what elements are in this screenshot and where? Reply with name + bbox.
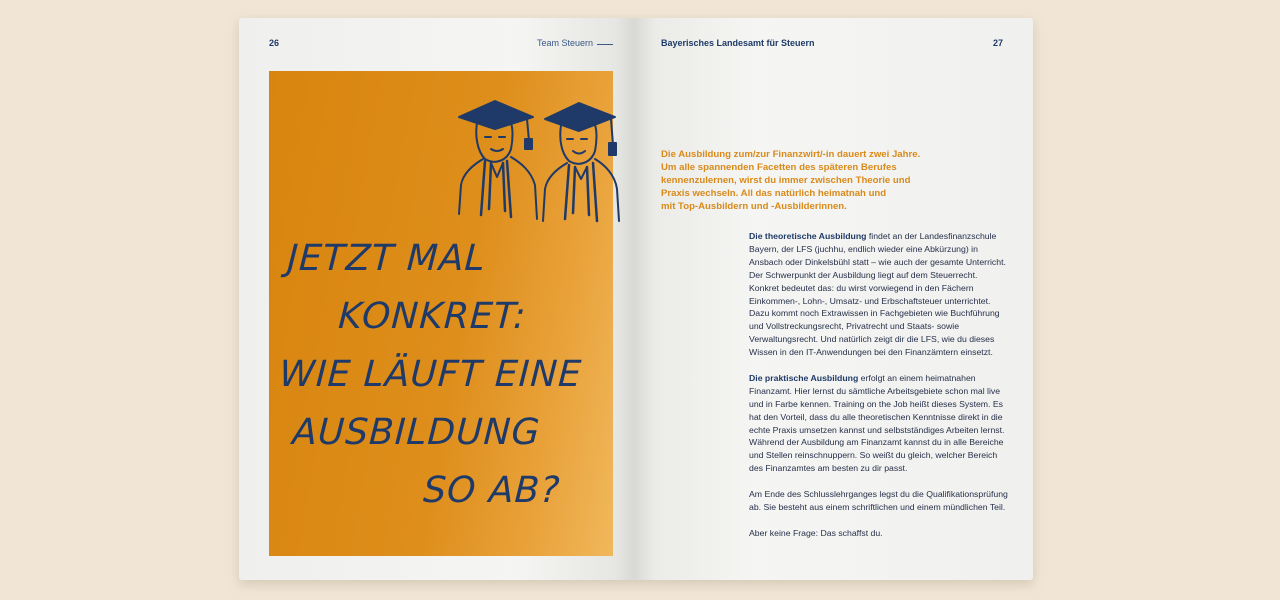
practice-paragraph (749, 372, 1009, 475)
practice-lead: Die praktische Ausbildung (749, 372, 859, 383)
intro-line: Praxis wechseln. All das natürlich heimatnah und (661, 188, 887, 199)
headline-line-5: SO AB? (422, 470, 562, 511)
intro-line: Um alle spannenden Facetten des späteren Berufes (661, 162, 897, 173)
headline-line-4: AUSBILDUNG (291, 412, 542, 453)
right-header-title: Bayerisches Landesamt für Steuern (661, 38, 815, 48)
intro-line: mit Top-Ausbildern und -Ausbilderinnen. (661, 201, 847, 212)
theory-text: findet an der Landesfinanzschule Bayern, der LFS (juchhu, endlich wieder eine Abkürzung) in Ansbach oder Dinkelsbühl statt – wie auch der gesamte Unterricht. Der Schwerpunkt der Ausbildung liegt auf dem Steuerrecht. Konkret bedeutet das: du wirst vorwiegend in den Fächern Einkommen-, Lohn-, Umsatz- und Erbschaftsteuer unterrichtet. Dazu kommt noch Extrawissen in Fachgebieten wie Buchführung und Vollstreckungsrecht, Privatrecht und Staats- sowie Verwaltungsrecht. Und natürlich zeigt dir die LFS, wie du dieses Wissen in den IT-Anwendungen bei den Finanzämtern einsetzt. (749, 231, 1006, 358)
body-text (749, 230, 1009, 553)
headline-panel (269, 71, 613, 556)
graduates-illustration (455, 89, 623, 224)
header-rule (597, 44, 613, 45)
headline-line-3: WIE LÄUFT EINE (278, 354, 584, 395)
left-page (239, 18, 635, 580)
page-number-left: 26 (269, 38, 280, 48)
right-page (635, 18, 1033, 580)
intro-paragraph (661, 148, 991, 213)
exam-paragraph: Am Ende des Schlusslehrganges legst du die Qualifikationsprüfung ab. Sie besteht aus einem schriftlichen und einem mündlichen Teil. (749, 489, 1008, 512)
headline-line-1: JETZT MAL (286, 238, 487, 279)
theory-paragraph (749, 230, 1009, 359)
practice-text: erfolgt an einem heimatnahen Finanzamt. Hier lernst du sämtliche Arbeitsgebiete schon mal live und in Farbe kennen. Training on the Job heißt dieses System. Es hat den Vorteil, dass du alle theoretischen Kenntnisse direkt in die echte Praxis umsetzen kannst und selbstständiges Arbeiten lernst. Während der Ausbildung am Finanzamt kannst du in alle Bereiche und Stellen reinschnuppern. So weißt du gleich, welcher Bereich des Finanzamtes am besten zu dir passt. (749, 372, 1005, 474)
left-header-title: Team Steuern (537, 38, 594, 48)
open-brochure (239, 18, 1033, 582)
headline-line-2: KONKRET: (337, 296, 528, 337)
page-number-right: 27 (993, 38, 1004, 48)
closing-paragraph: Aber keine Frage: Das schaffst du. (749, 527, 883, 538)
intro-line: Die Ausbildung zum/zur Finanzwirt/-in dauert zwei Jahre. (661, 149, 921, 160)
theory-lead: Die theoretische Ausbildung (749, 231, 867, 241)
intro-line: kennenzulernen, wirst du immer zwischen Theorie und (661, 175, 911, 186)
